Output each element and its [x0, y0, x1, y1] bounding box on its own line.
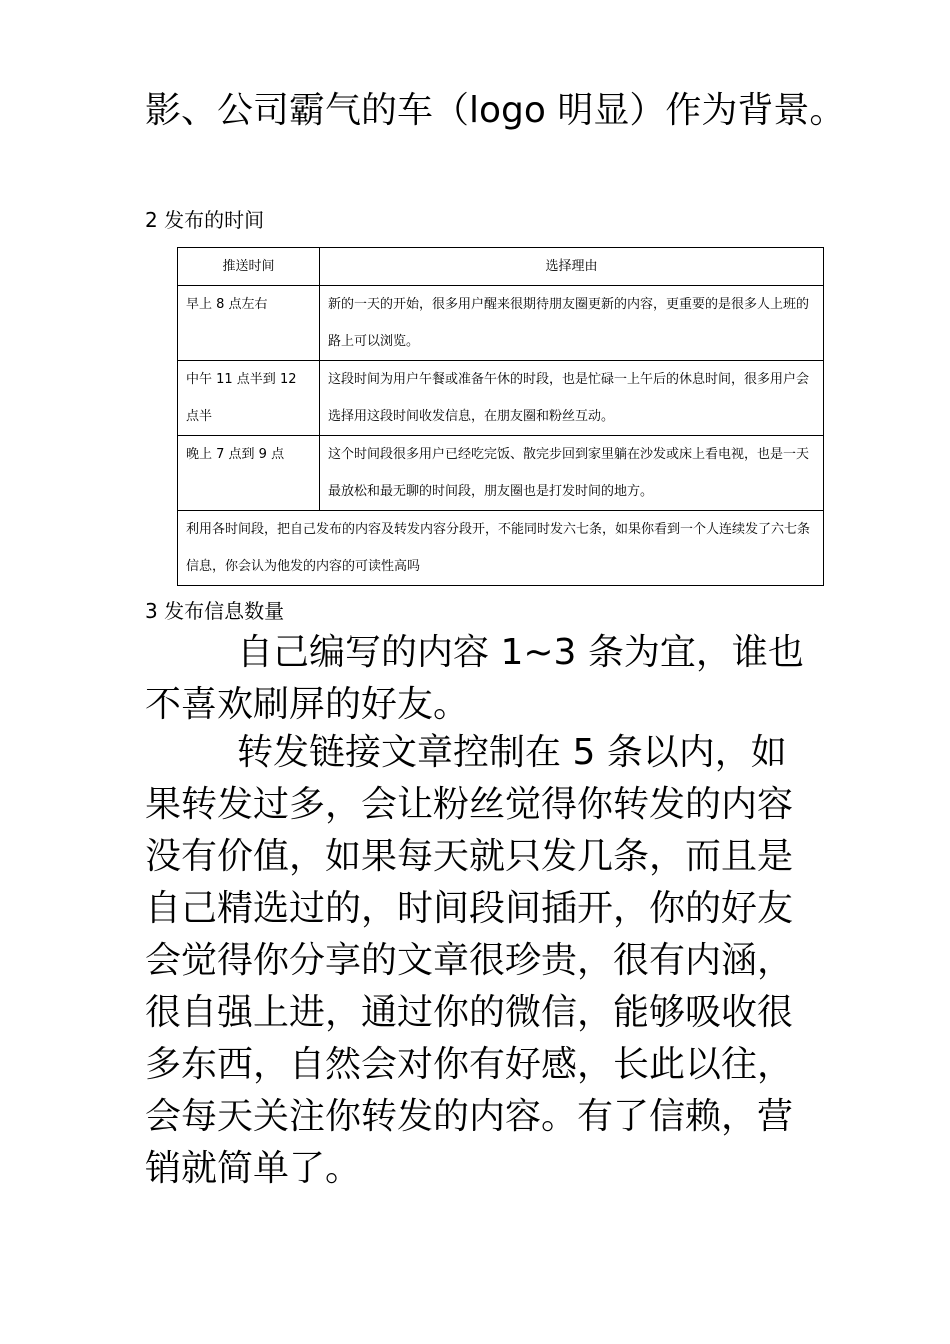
reason-cell: 这个时间段很多用户已经吃完饭、散完步回到家里躺在沙发或床上看电视，也是一天最放松和最无聊的时间段，朋友圈也是打发时间的地方。	[320, 436, 824, 511]
table-header-reason: 选择理由	[320, 248, 824, 286]
table-note-row	[178, 511, 824, 586]
time-cell: 早上 8 点左右	[178, 286, 320, 361]
table-row	[178, 361, 824, 436]
reason-cell: 新的一天的开始，很多用户醒来很期待朋友圈更新的内容，更重要的是很多人上班的路上可以浏览。	[320, 286, 824, 361]
table-note: 利用各时间段，把自己发布的内容及转发内容分段开，不能同时发六七条，如果你看到一个人连续发了六七条信息，你会认为他发的内容的可读性高吗	[178, 511, 824, 586]
table-header-row	[178, 248, 824, 286]
paragraph-text: 自己编写的内容 1~3 条为宜，谁也不喜欢刷屏的好友。	[145, 632, 804, 725]
paragraph-self-written	[145, 627, 815, 731]
time-cell: 晚上 7 点到 9 点	[178, 436, 320, 511]
paragraph-forward-links	[145, 727, 815, 1195]
table-row	[178, 286, 824, 361]
schedule-table	[177, 247, 824, 586]
section-heading-publish-time: 2 发布的时间	[145, 208, 265, 232]
top-text-line: 影、公司霸气的车（logo 明显）作为背景。	[145, 90, 846, 131]
time-cell: 中午 11 点半到 12 点半	[178, 361, 320, 436]
paragraph-text: 转发链接文章控制在 5 条以内，如果转发过多，会让粉丝觉得你转发的内容没有价值，如果每天就只发几条，而且是自己精选过的，时间段间插开，你的好友会觉得你分享的文章很珍贵，很有内涵，很自强上进，通过你的微信，能够吸收很多东西，自然会对你有好感，长此以往，会每天关注你转发的内容。有了信赖，营销就简单了。	[145, 732, 794, 1189]
table-header-time: 推送时间	[178, 248, 320, 286]
table-row	[178, 436, 824, 511]
reason-cell: 这段时间为用户午餐或准备午休的时段，也是忙碌一上午后的休息时间，很多用户会选择用这段时间收发信息，在朋友圈和粉丝互动。	[320, 361, 824, 436]
section-heading-post-count: 3 发布信息数量	[145, 599, 285, 623]
